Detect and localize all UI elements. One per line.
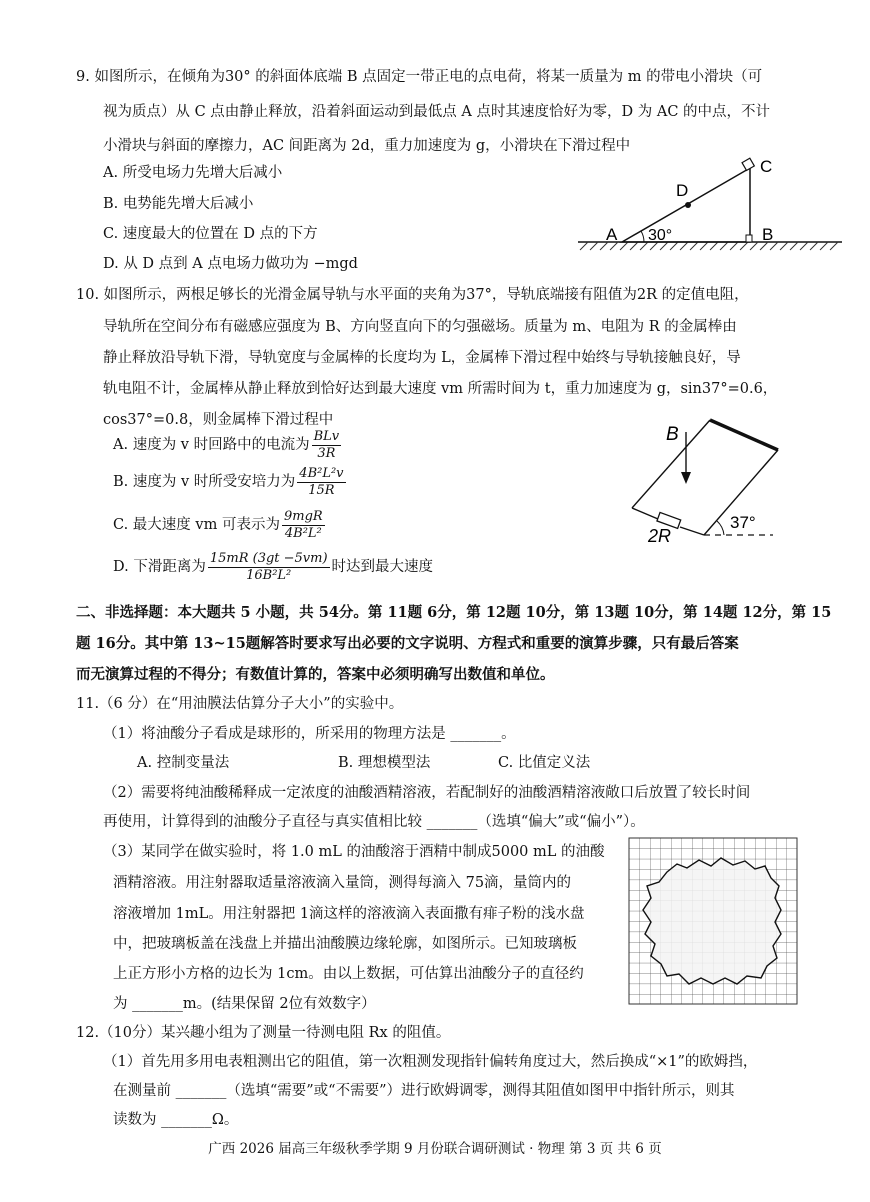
q10-line3: 静止释放沿导轨下滑，导轨宽度与金属棒的长度均为 L，金属棒下滑过程中始终与导轨接触良好，导 [103, 350, 741, 366]
q12-part1-line2: 在测量前 _______（选填“需要”或“不需要”）进行欧姆调零，测得其阻值如图甲中指针所示，则其 [113, 1083, 735, 1099]
q9-option-d: D. 从 D 点到 A 点电场力做功为 −mgd [103, 256, 358, 272]
q10-line4: 轨电阻不计，金属棒从静止释放到恰好达到最大速度 vm 所需时间为 t，重力加速度为 g，sin37°=0.6， [103, 381, 778, 397]
section2-line2: 题 16分。其中第 13~15题解答时要求写出必要的文字说明、方程式和重要的演算步骤，只有最后答案 [76, 635, 739, 652]
q11-part2-line1: （2）需要将纯油酸稀释成一定浓度的油酸酒精溶液，若配制好的油酸酒精溶液敞口后放置了较长时间 [103, 785, 751, 801]
fraction-numerator: 15mR (3gt −5vm) [209, 551, 328, 566]
oil-film-grid-figure [629, 838, 797, 1004]
charge-b-marker [746, 235, 752, 242]
q11-part3-line5: 上正方形小方格的边长为 1cm。由以上数据，可估算出油酸分子的直径约 [113, 966, 584, 982]
q10-option-d [113, 552, 433, 582]
q9-option-a: A. 所受电场力先增大后减小 [103, 165, 283, 181]
q10-line2: 导轨所在空间分布有磁感应强度为 B、方向竖直向下的匀强磁场。质量为 m、电阻为 R 的金属棒由 [103, 319, 737, 335]
q10-option-d-fraction [208, 552, 330, 582]
fraction-numerator: 9mgR [283, 509, 323, 524]
metal-rod [710, 420, 778, 450]
q10-option-a [113, 430, 343, 460]
fraction-denominator: 15R [308, 482, 335, 498]
q12-part1-line3: 读数为 _______Ω。 [113, 1112, 239, 1128]
section2-line3: 而无演算过程的不得分；有数值计算的，答案中必须明确写出数值和单位。 [76, 666, 555, 683]
oil-film-outline [643, 858, 781, 984]
page-footer: 广西 2026 届高三年级秋季学期 9 月份联合调研测试 · 物理 第 3 页 共 6 页 [208, 1141, 662, 1157]
q10-option-d-suffix: 时达到最大速度 [331, 559, 434, 576]
incline-figure [570, 150, 850, 260]
q10-option-c-text: C. 最大速度 vm 可表示为 [113, 517, 280, 534]
q11-part3-line4: 中，把玻璃板盖在浅盘上并描出油酸膜边缘轮廓，如图所示。已知玻璃板 [113, 936, 577, 952]
label-c: C [760, 157, 773, 176]
fraction-denominator: 4B²L² [284, 525, 322, 541]
q11-title: 11.（6 分）在“用油膜法估算分子大小”的实验中。 [76, 696, 404, 712]
q9-line3: 小滑块与斜面的摩擦力，AC 间距离为 2d，重力加速度为 g，小滑块在下滑过程中 [103, 138, 631, 154]
q10-option-a-fraction [312, 430, 342, 460]
fraction-numerator: 4B²L²v [299, 466, 344, 481]
q10-option-b-text: B. 速度为 v 时所受安培力为 [113, 474, 296, 491]
q12-title: 12.（10分）某兴趣小组为了测量一待测电阻 Rx 的阻值。 [76, 1025, 451, 1041]
q11-part3-line3: 溶液增加 1mL。用注射器把 1滴这样的溶液滴入表面撒有痱子粉的浅水盘 [113, 906, 585, 922]
q10-option-b [113, 467, 348, 497]
label-a: A [606, 225, 618, 244]
label-b-field: B [666, 424, 679, 445]
section2-line1: 二、非选择题：本大题共 5 小题，共 54分。第 11题 6分，第 12题 10分，第 13题 10分，第 14题 12分，第 15 [76, 604, 832, 621]
angle-label: 30° [648, 227, 673, 244]
slider-block [742, 158, 754, 170]
q11-part1: （1）将油酸分子看成是球形的，所采用的物理方法是 _______。 [103, 726, 516, 742]
point-d-dot [685, 202, 691, 208]
q11-part2-line2: 再使用，计算得到的油酸分子直径与真实值相比较 _______（选填“偏大”或“偏小”）。 [103, 814, 645, 830]
label-2r: 2R [648, 526, 672, 546]
q10-option-d-text: D. 下滑距离为 [113, 559, 206, 576]
q11-part3-line2: 酒精溶液。用注射器取适量溶液滴入量筒，测得每滴入 75滴，量筒内的 [113, 875, 572, 891]
rails-figure [628, 410, 808, 550]
q11-option-a: A. 控制变量法 [137, 755, 230, 771]
fraction-denominator: 3R [317, 445, 336, 461]
fraction-numerator: BLv [313, 429, 340, 444]
q12-part1-line1: （1）首先用多用电表粗测出它的阻值，第一次粗测发现指针偏转角度过大，然后换成“×1”的欧姆挡， [103, 1054, 758, 1070]
q10-option-c-fraction [282, 510, 325, 540]
q11-part3-line1: （3）某同学在做实验时，将 1.0 mL 的油酸溶于酒精中制成5000 mL 的油酸 [103, 844, 605, 860]
q11-part3-line6: 为 _______m。(结果保留 2位有效数字） [113, 996, 376, 1012]
q10-option-c [113, 510, 327, 540]
q10-option-b-fraction [297, 467, 345, 497]
q9-option-c: C. 速度最大的位置在 D 点的下方 [103, 226, 318, 242]
q9-line1: 9. 如图所示，在倾角为30° 的斜面体底端 B 点固定一带正电的点电荷，将某一质量为 m 的带电小滑块（可 [76, 69, 763, 85]
label-d: D [676, 181, 689, 200]
q11-option-c: C. 比值定义法 [498, 755, 591, 771]
q9-option-b: B. 电势能先增大后减小 [103, 196, 254, 212]
q9-line2: 视为质点）从 C 点由静止释放，沿着斜面运动到最低点 A 点时其速度恰好为零，D 为 AC 的中点，不计 [103, 104, 771, 120]
label-b: B [762, 225, 774, 244]
q10-line1: 10. 如图所示，两根足够长的光滑金属导轨与水平面的夹角为37°，导轨底端接有阻值为2R 的定值电阻， [76, 287, 749, 303]
q11-option-b: B. 理想模型法 [338, 755, 431, 771]
q10-option-a-text: A. 速度为 v 时回路中的电流为 [113, 437, 310, 454]
fraction-denominator: 16B²L² [246, 567, 292, 583]
angle-37: 37° [730, 513, 756, 532]
q10-line5: cos37°=0.8，则金属棒下滑过程中 [103, 412, 334, 428]
